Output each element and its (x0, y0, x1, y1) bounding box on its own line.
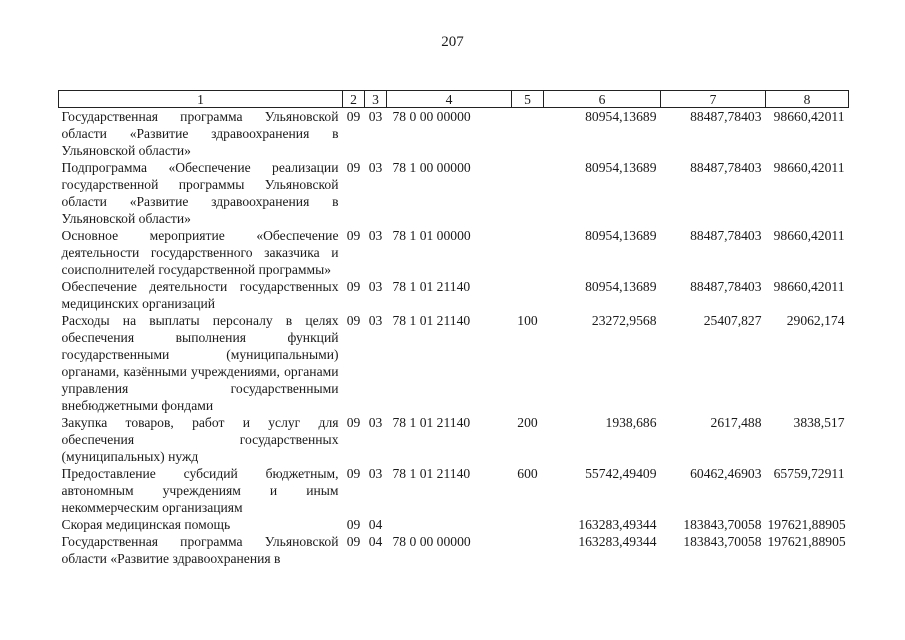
section-code-cell: 09 (346, 415, 361, 430)
row-name-cell: Государственная программа Ульяновской области «Развитие здравоохранения в Ульяновской области» (61, 109, 339, 158)
header-row (59, 91, 849, 108)
amount-col6-cell: 163283,49344 (578, 517, 657, 532)
expense-type-cell (512, 533, 544, 567)
target-article-cell: 78 1 01 21140 (392, 466, 471, 481)
target-article-cell: 78 1 01 21140 (392, 415, 471, 430)
row-name-cell: Расходы на выплаты персоналу в целях обеспечения выполнения функций государственными (муниципальными) органами, казёнными учреждениями, органами управления государственными внебюджетными фондами (61, 313, 339, 413)
expense-type-cell (512, 108, 544, 160)
subsection-code-cell: 03 (368, 313, 383, 328)
table-row (59, 516, 849, 533)
amount-col7-cell: 88487,78403 (690, 160, 762, 175)
amount-col8-cell: 98660,42011 (773, 160, 845, 175)
amount-col8-cell: 3838,517 (793, 415, 845, 430)
column-header: 2 (343, 91, 365, 108)
section-code-cell: 09 (346, 466, 361, 481)
amount-col7-cell: 25407,827 (703, 313, 762, 328)
column-header: 8 (766, 91, 849, 108)
amount-col8-cell: 197621,88905 (767, 517, 846, 532)
row-name-cell: Закупка товаров, работ и услуг для обеспечения государственных (муниципальных) нужд (61, 415, 339, 464)
column-header: 3 (365, 91, 387, 108)
row-name-cell: Подпрограмма «Обеспечение реализации государственной программы Ульяновской области «Развитие здравоохранения в Ульяновской области» (61, 160, 339, 226)
subsection-code-cell: 03 (368, 228, 383, 243)
row-name-cell: Государственная программа Ульяновской области «Развитие здравоохранения в (61, 534, 339, 566)
subsection-code-cell: 03 (368, 415, 383, 430)
subsection-code-cell: 03 (368, 279, 383, 294)
amount-col7-cell: 88487,78403 (690, 279, 762, 294)
section-code-cell: 09 (346, 109, 361, 124)
amount-col6-cell: 1938,686 (605, 415, 657, 430)
table-row (59, 159, 849, 227)
amount-col6-cell: 80954,13689 (585, 228, 657, 243)
amount-col6-cell: 163283,49344 (578, 534, 657, 549)
expense-type-cell (512, 516, 544, 533)
amount-col7-cell: 183843,70058 (683, 534, 762, 549)
section-code-cell: 09 (346, 313, 361, 328)
budget-table (58, 90, 849, 567)
subsection-code-cell: 03 (368, 160, 383, 175)
target-article-cell: 78 1 00 00000 (392, 160, 471, 175)
table-row (59, 278, 849, 312)
target-article-cell: 78 0 00 00000 (392, 109, 471, 124)
expense-type-cell: 600 (517, 466, 538, 481)
section-code-cell: 09 (346, 228, 361, 243)
subsection-code-cell: 03 (368, 109, 383, 124)
row-name-cell: Основное мероприятие «Обеспечение деятельности государственного заказчика и соисполнителей государственной программы» (61, 228, 339, 277)
expense-type-cell (512, 278, 544, 312)
target-article-cell: 78 1 01 21140 (392, 279, 471, 294)
row-name-cell: Скорая медицинская помощь (61, 517, 231, 532)
expense-type-cell (512, 227, 544, 278)
expense-type-cell: 100 (517, 313, 538, 328)
target-article-cell: 78 0 00 00000 (392, 534, 471, 549)
amount-col7-cell: 183843,70058 (683, 517, 762, 532)
table-row (59, 312, 849, 414)
amount-col8-cell: 98660,42011 (773, 279, 845, 294)
section-code-cell: 09 (346, 160, 361, 175)
table-row (59, 414, 849, 465)
table-row (59, 108, 849, 160)
amount-col7-cell: 88487,78403 (690, 109, 762, 124)
amount-col6-cell: 23272,9568 (591, 313, 657, 328)
target-article-cell: 78 1 01 21140 (392, 313, 471, 328)
section-code-cell: 09 (346, 517, 361, 532)
column-header: 5 (512, 91, 544, 108)
amount-col6-cell: 80954,13689 (585, 109, 657, 124)
amount-col8-cell: 29062,174 (786, 313, 845, 328)
target-article-cell: 78 1 01 00000 (392, 228, 471, 243)
column-header: 4 (387, 91, 512, 108)
subsection-code-cell: 03 (368, 466, 383, 481)
amount-col6-cell: 80954,13689 (585, 160, 657, 175)
expense-type-cell (512, 159, 544, 227)
amount-col6-cell: 55742,49409 (585, 466, 657, 481)
table-row (59, 465, 849, 516)
table-row (59, 533, 849, 567)
table-body (59, 108, 849, 568)
subsection-code-cell: 04 (368, 517, 383, 532)
target-article-cell (387, 516, 512, 533)
expense-type-cell: 200 (517, 415, 538, 430)
column-header: 1 (59, 91, 343, 108)
amount-col7-cell: 2617,488 (710, 415, 762, 430)
amount-col8-cell: 65759,72911 (773, 466, 845, 481)
amount-col7-cell: 88487,78403 (690, 228, 762, 243)
section-code-cell: 09 (346, 534, 361, 549)
section-code-cell: 09 (346, 279, 361, 294)
row-name-cell: Предоставление субсидий бюджетным, автономным учреждениям и иным некоммерческим организациям (61, 466, 339, 515)
amount-col6-cell: 80954,13689 (585, 279, 657, 294)
amount-col8-cell: 197621,88905 (767, 534, 846, 549)
table-row (59, 227, 849, 278)
amount-col8-cell: 98660,42011 (773, 228, 845, 243)
column-header: 6 (544, 91, 661, 108)
amount-col8-cell: 98660,42011 (773, 109, 845, 124)
column-header: 7 (661, 91, 766, 108)
subsection-code-cell: 04 (368, 534, 383, 549)
page-number: 207 (441, 34, 464, 50)
amount-col7-cell: 60462,46903 (690, 466, 762, 481)
row-name-cell: Обеспечение деятельности государственных медицинских организаций (61, 279, 339, 311)
